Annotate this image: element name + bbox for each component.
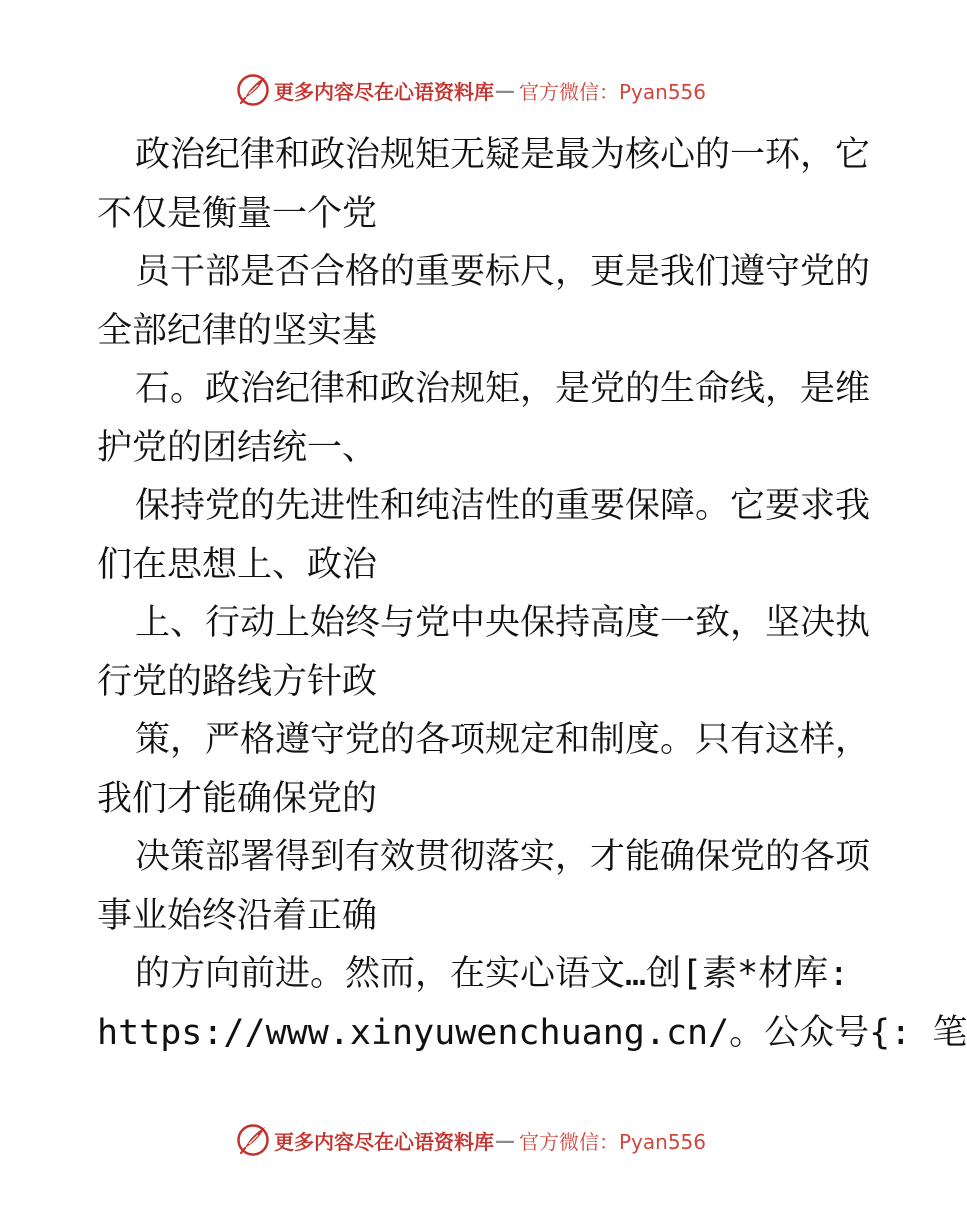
- document-body: [97, 126, 967, 1062]
- footer-watermark: [236, 1123, 706, 1157]
- watermark-wechat-text: 官方微信：Pyan556: [519, 79, 707, 104]
- body-line: 不仅是衡量一个党: [97, 193, 378, 234]
- body-line: 保持党的先进性和纯洁性的重要保障。它要求我: [135, 486, 871, 526]
- watermark-separator: —: [495, 1128, 515, 1152]
- body-line: 石。政治纪律和政治规矩，是党的生命线，是维: [135, 369, 871, 409]
- body-line: 们在思想上、政治: [97, 544, 378, 585]
- body-line: 事业始终沿着正确: [97, 895, 378, 936]
- body-line: 我们才能确保党的: [97, 778, 378, 819]
- body-line: 行党的路线方针政: [97, 661, 378, 702]
- body-line: 全部纪律的坚实基: [97, 310, 378, 351]
- body-line: 的方向前进。然而，在实心语文…创[素*材库:: [135, 954, 850, 994]
- body-line: 决策部署得到有效贯彻落实，才能确保党的各项: [135, 837, 871, 877]
- body-line: 护党的团结统一、: [97, 427, 378, 468]
- feather-pen-logo-icon: [236, 1123, 270, 1157]
- header-watermark: [236, 73, 706, 107]
- body-line: 政治纪律和政治规矩无疑是最为核心的一环，它: [135, 135, 871, 175]
- watermark-site-text: 更多内容尽在心语资料库: [274, 79, 494, 104]
- body-line: https://www.xinyuwenchuang.cn/。公众号{: 笔: [97, 1012, 967, 1053]
- body-line: 策，严格遵守党的各项规定和制度。只有这样，: [135, 720, 871, 760]
- body-line: 员干部是否合格的重要标尺，更是我们遵守党的: [135, 252, 871, 292]
- feather-pen-logo-icon: [236, 73, 270, 107]
- watermark-separator: —: [495, 78, 515, 102]
- watermark-wechat-text: 官方微信：Pyan556: [519, 1129, 707, 1154]
- body-line: 上、行动上始终与党中央保持高度一致，坚决执: [135, 603, 871, 643]
- watermark-site-text: 更多内容尽在心语资料库: [274, 1129, 494, 1154]
